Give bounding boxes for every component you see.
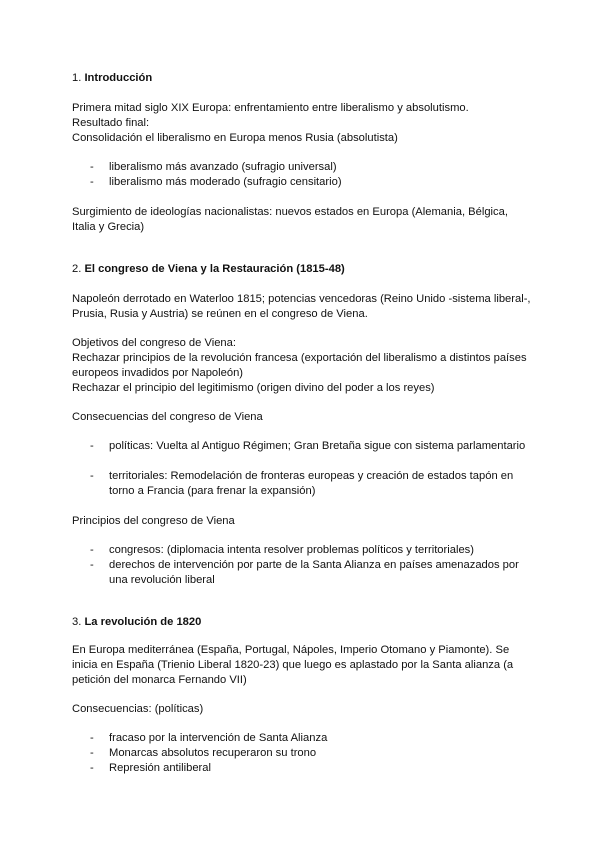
paragraph: Consecuencias: (políticas) bbox=[72, 703, 204, 715]
dash-bullet: - bbox=[90, 440, 94, 452]
paragraph: Principios del congreso de Viena bbox=[72, 515, 235, 527]
list-item-text: Monarcas absolutos recuperaron su trono bbox=[109, 747, 317, 759]
dash-bullet: - bbox=[90, 544, 94, 556]
paragraph: Rechazar el principio del legitimismo (origen divino del poder a los reyes) bbox=[72, 382, 435, 394]
section-number: 2. bbox=[72, 263, 82, 275]
dash-bullet: - bbox=[90, 161, 94, 173]
dash-bullet: - bbox=[90, 176, 94, 188]
section-title: La revolución de 1820 bbox=[84, 616, 202, 628]
list-item bbox=[90, 543, 540, 558]
list-item bbox=[90, 175, 540, 190]
section-number: 3. bbox=[72, 616, 82, 628]
list-item bbox=[90, 558, 520, 588]
paragraph: Surgimiento de ideologías nacionalistas: nuevos estados en Europa (Alemania, Bélgica, Italia y Grecia) bbox=[72, 206, 508, 233]
section-heading-3 bbox=[72, 615, 542, 630]
dash-bullet: - bbox=[90, 559, 94, 571]
section-heading-1 bbox=[72, 71, 542, 86]
section-number: 1. bbox=[72, 72, 82, 84]
list-item bbox=[90, 469, 530, 499]
list-item-text: Represión antiliberal bbox=[109, 762, 211, 774]
section-title: El congreso de Viena y la Restauración (1815-48) bbox=[84, 263, 345, 275]
paragraph: Consolidación el liberalismo en Europa menos Rusia (absolutista) bbox=[72, 132, 398, 144]
list-item bbox=[90, 761, 540, 776]
list-item-text: políticas: Vuelta al Antiguo Régimen; Gran Bretaña sigue con sistema parlamentario bbox=[109, 440, 526, 452]
section-heading-2 bbox=[72, 262, 542, 277]
dash-bullet: - bbox=[90, 732, 94, 744]
list-item bbox=[90, 439, 540, 454]
paragraph: Consecuencias del congreso de Viena bbox=[72, 411, 263, 423]
list-item-text: territoriales: Remodelación de fronteras europeas y creación de estados tapón en torno a Francia (para frenar la expansión) bbox=[109, 470, 514, 497]
list-item-text: liberalismo más avanzado (sufragio universal) bbox=[109, 161, 337, 173]
paragraph: Resultado final: bbox=[72, 117, 150, 129]
paragraph: Primera mitad siglo XIX Europa: enfrentamiento entre liberalismo y absolutismo. bbox=[72, 102, 469, 114]
list-item bbox=[90, 746, 540, 761]
paragraph: Objetivos del congreso de Viena: bbox=[72, 337, 236, 349]
paragraph: En Europa mediterránea (España, Portugal, Nápoles, Imperio Otomano y Piamonte). Se inicia en España (Trienio Liberal 1820-23) que luego es aplastado por la Santa alianza (a petición del monarca Fernando VII) bbox=[72, 644, 514, 686]
list-item bbox=[90, 731, 540, 746]
list-item bbox=[90, 160, 540, 175]
dash-bullet: - bbox=[90, 470, 94, 482]
list-item-text: derechos de intervención por parte de la Santa Alianza en países amenazados por una revolución liberal bbox=[109, 559, 519, 586]
dash-bullet: - bbox=[90, 747, 94, 759]
paragraph: Napoleón derrotado en Waterloo 1815; potencias vencedoras (Reino Unido -sistema liberal-, Prusia, Rusia y Austria) se reúnen en el congreso de Viena. bbox=[72, 293, 531, 320]
dash-bullet: - bbox=[90, 762, 94, 774]
list-item-text: congresos: (diplomacia intenta resolver problemas políticos y territoriales) bbox=[109, 544, 474, 556]
section-title: Introducción bbox=[84, 72, 153, 84]
paragraph: Rechazar principios de la revolución francesa (exportación del liberalismo a distintos países europeos invadidos por Napoleón) bbox=[72, 352, 527, 379]
list-item-text: liberalismo más moderado (sufragio censitario) bbox=[109, 176, 342, 188]
list-item-text: fracaso por la intervención de Santa Alianza bbox=[109, 732, 328, 744]
